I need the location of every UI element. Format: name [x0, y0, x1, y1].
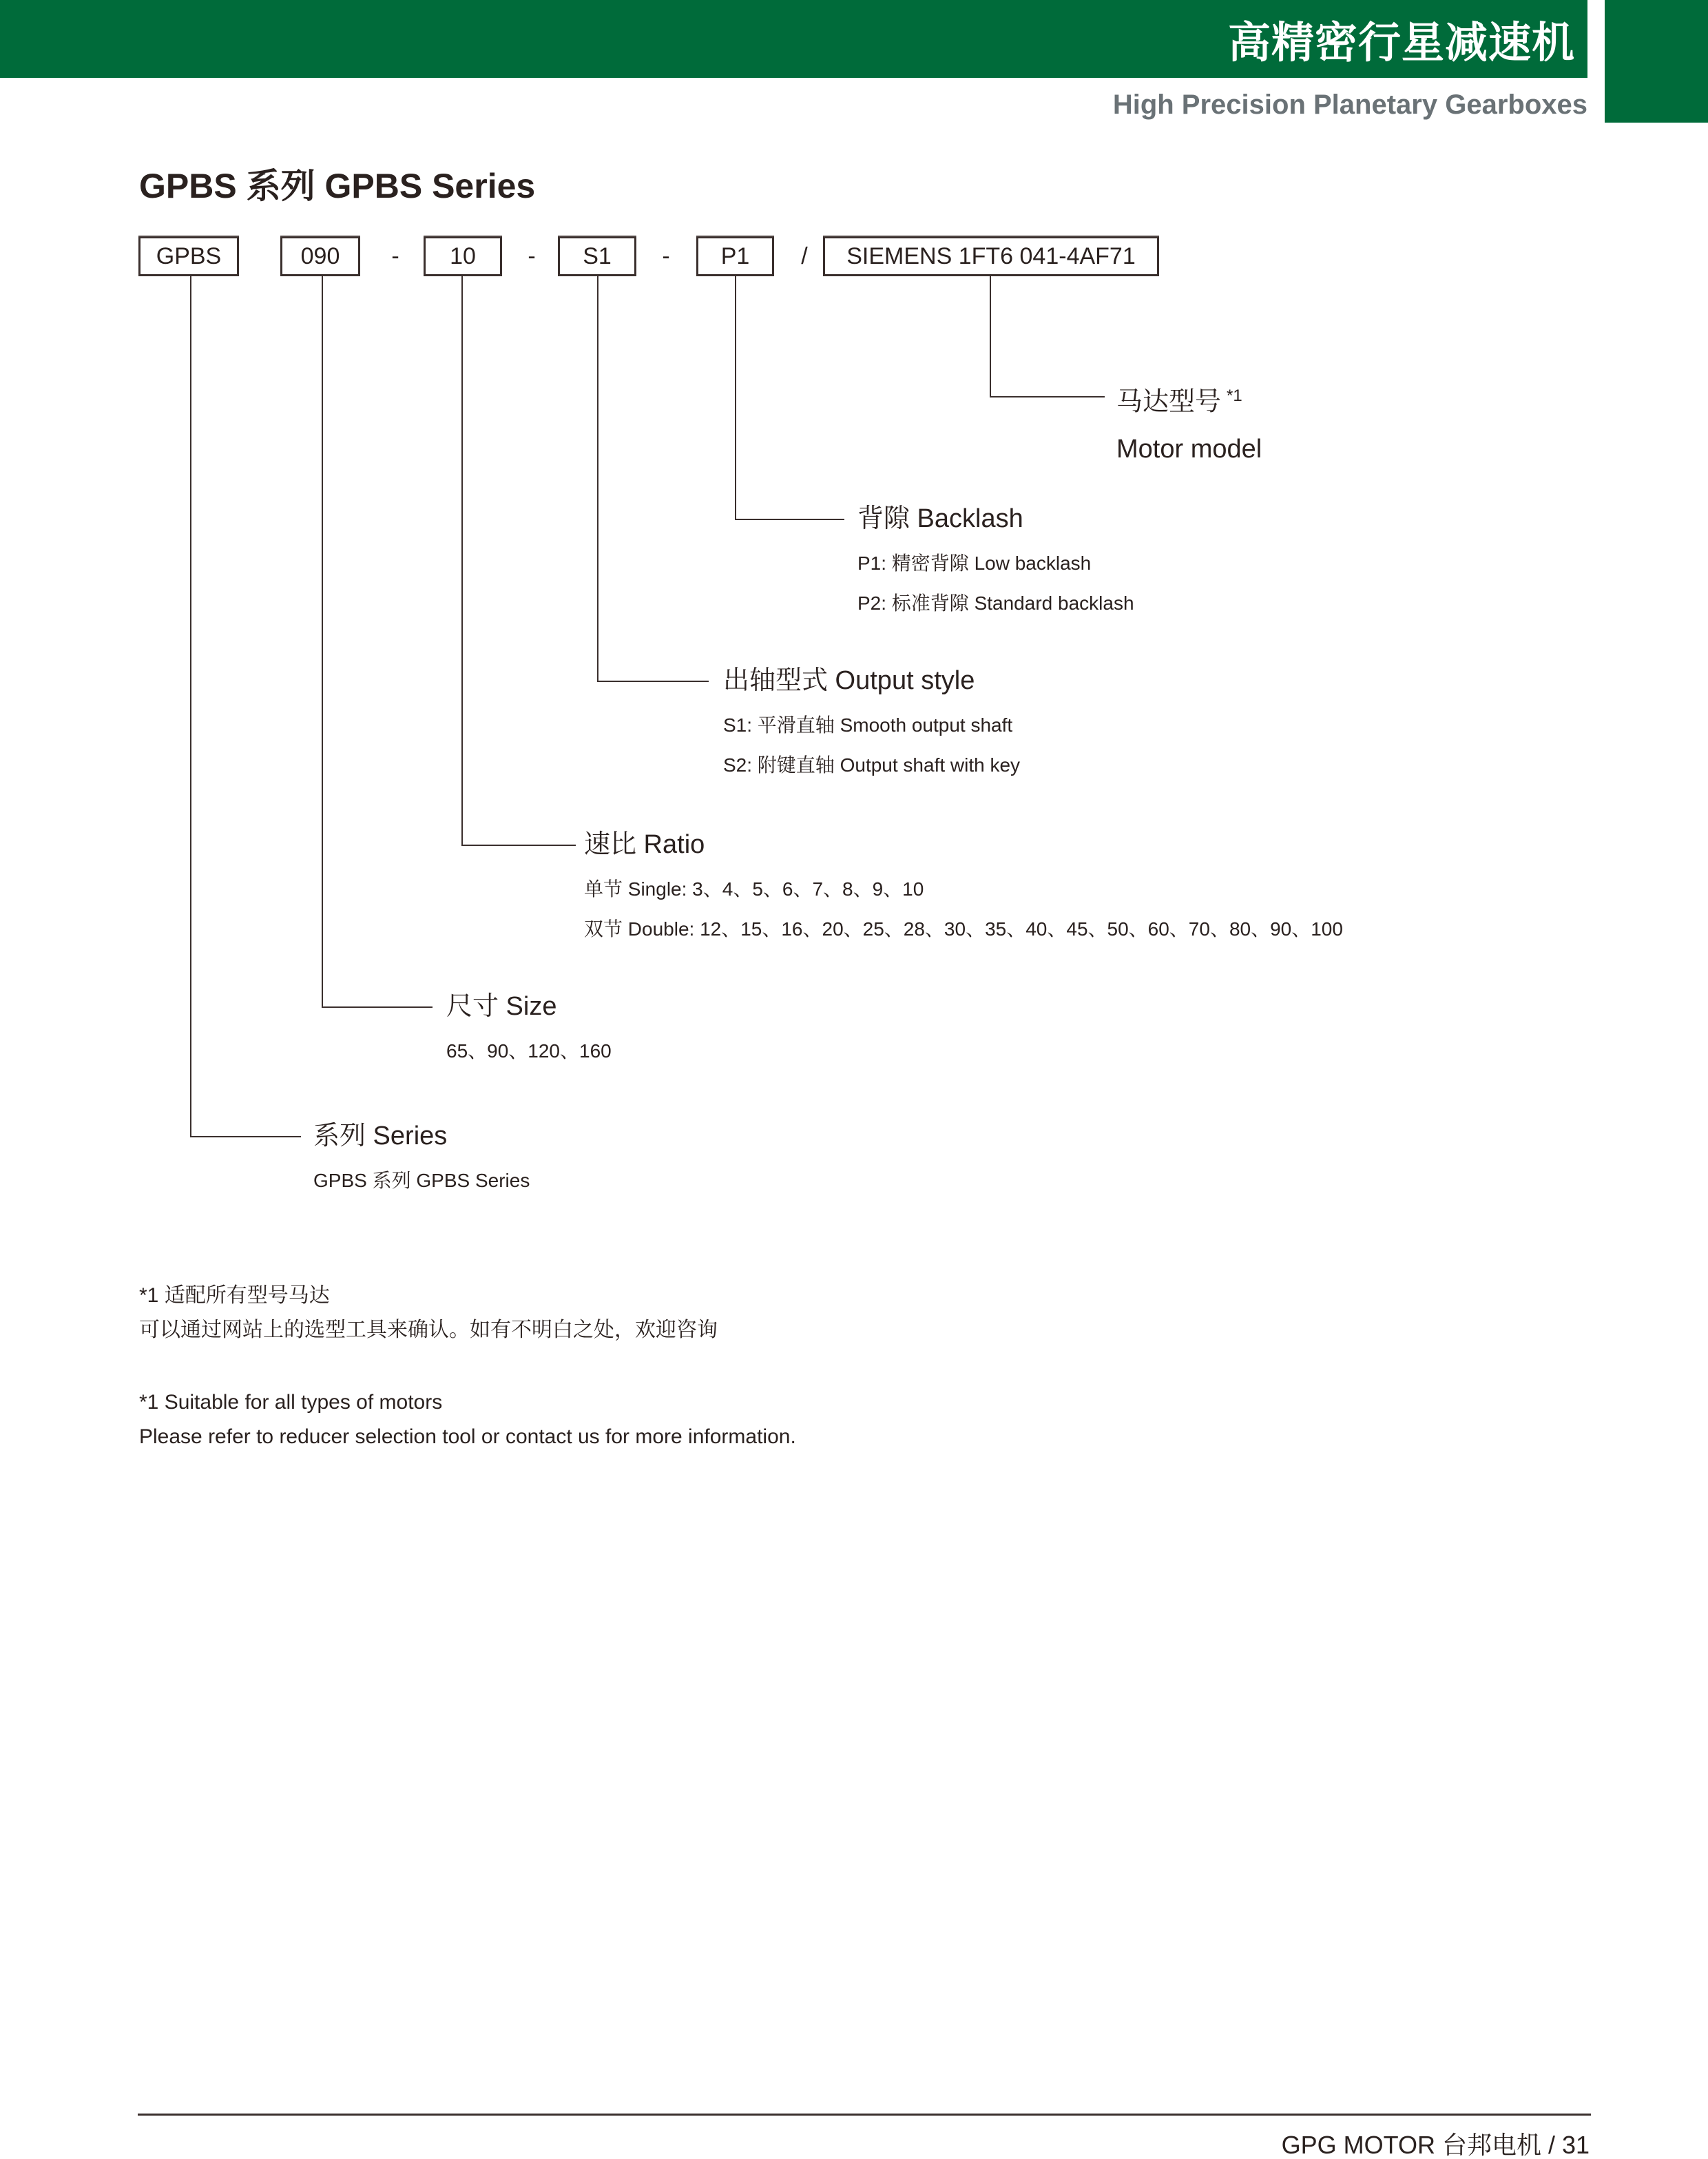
branch-series-option: GPBS 系列 GPBS Series [313, 1170, 530, 1191]
branch-backlash-options [857, 552, 1134, 615]
code-box-series: GPBS [138, 236, 239, 276]
branch-motor-heading [1116, 380, 1262, 419]
branch-size-option: 65、90、120、160 [446, 1040, 612, 1062]
branch-size [446, 990, 612, 1080]
code-box-backlash: P1 [696, 236, 774, 276]
branch-output-style-heading: 出轴型式 Output style [723, 666, 975, 695]
branch-ratio [584, 828, 1343, 958]
branch-backlash [857, 502, 1134, 632]
branch-motor-heading-en: Motor model [1116, 434, 1262, 464]
branch-output-style-option: S1: 平滑直轴 Smooth output shaft [723, 714, 1013, 736]
connector-line-size [322, 276, 433, 1008]
code-box-motor-model: SIEMENS 1FT6 041-4AF71 [823, 236, 1159, 276]
connector-line-motor-model [990, 276, 1105, 397]
branch-output-style-option: S2: 附键直轴 Output shaft with key [723, 754, 1021, 776]
code-separator-dash: - [528, 242, 536, 269]
code-separator-dash: - [662, 242, 670, 269]
branch-size-options [446, 1040, 612, 1063]
branch-size-heading: 尺寸 Size [446, 992, 557, 1021]
header-banner [0, 0, 1587, 78]
branch-output-style-options [723, 714, 1020, 777]
connector-line-ratio [461, 276, 576, 846]
code-separator-dash: - [391, 242, 399, 269]
footer-divider [138, 2114, 1591, 2116]
branch-backlash-heading: 背隙 Backlash [857, 504, 1023, 533]
branch-motor-footnote-marker: *1 [1227, 386, 1242, 405]
branch-series-heading: 系列 Series [313, 1122, 448, 1150]
banner-title: 高精密行星减速机 [1227, 19, 1575, 67]
branch-ratio-option-single: 单节 Single: 3、4、5、6、7、8、9、10 [584, 878, 924, 900]
branch-ratio-option-double: 双节 Double: 12、15、16、20、25、28、30、35、40、45、50、60、70、80、90、100 [584, 918, 1343, 940]
footnote-en-2: Please refer to reducer selection tool or contact us for more information. [139, 1425, 796, 1448]
footnote-cn-1: *1 适配所有型号马达 [139, 1284, 330, 1307]
branch-output-style [723, 664, 1020, 794]
branch-backlash-option: P2: 标准背隙 Standard backlash [857, 592, 1134, 614]
page-title: GPBS 系列 GPBS Series [139, 167, 536, 205]
code-separator-slash: / [801, 242, 808, 269]
code-box-size: 090 [280, 236, 360, 276]
branch-backlash-option: P1: 精密背隙 Low backlash [857, 552, 1092, 574]
code-box-output-style: S1 [558, 236, 636, 276]
branch-series [313, 1119, 530, 1209]
branch-motor-heading-cn: 马达型号 [1116, 387, 1222, 417]
header-subtitle: High Precision Planetary Gearboxes [1112, 90, 1587, 120]
code-box-ratio: 10 [424, 236, 502, 276]
branch-ratio-options [584, 878, 1343, 941]
footer-page-label: GPG MOTOR 台邦电机 / 31 [1281, 2131, 1590, 2159]
connector-line-backlash [735, 276, 844, 520]
footnote-en-1: *1 Suitable for all types of motors [139, 1391, 443, 1414]
branch-series-options [313, 1169, 530, 1192]
connector-line-series [190, 276, 301, 1137]
footnote-cn-2: 可以通过网站上的选型工具来确认。如有不明白之处，欢迎咨询 [139, 1319, 718, 1341]
branch-ratio-heading: 速比 Ratio [584, 830, 705, 859]
footnotes [139, 1279, 796, 1454]
header-corner-block [1605, 0, 1708, 123]
connector-line-output-style [597, 276, 709, 682]
branch-motor-model [1116, 380, 1262, 466]
